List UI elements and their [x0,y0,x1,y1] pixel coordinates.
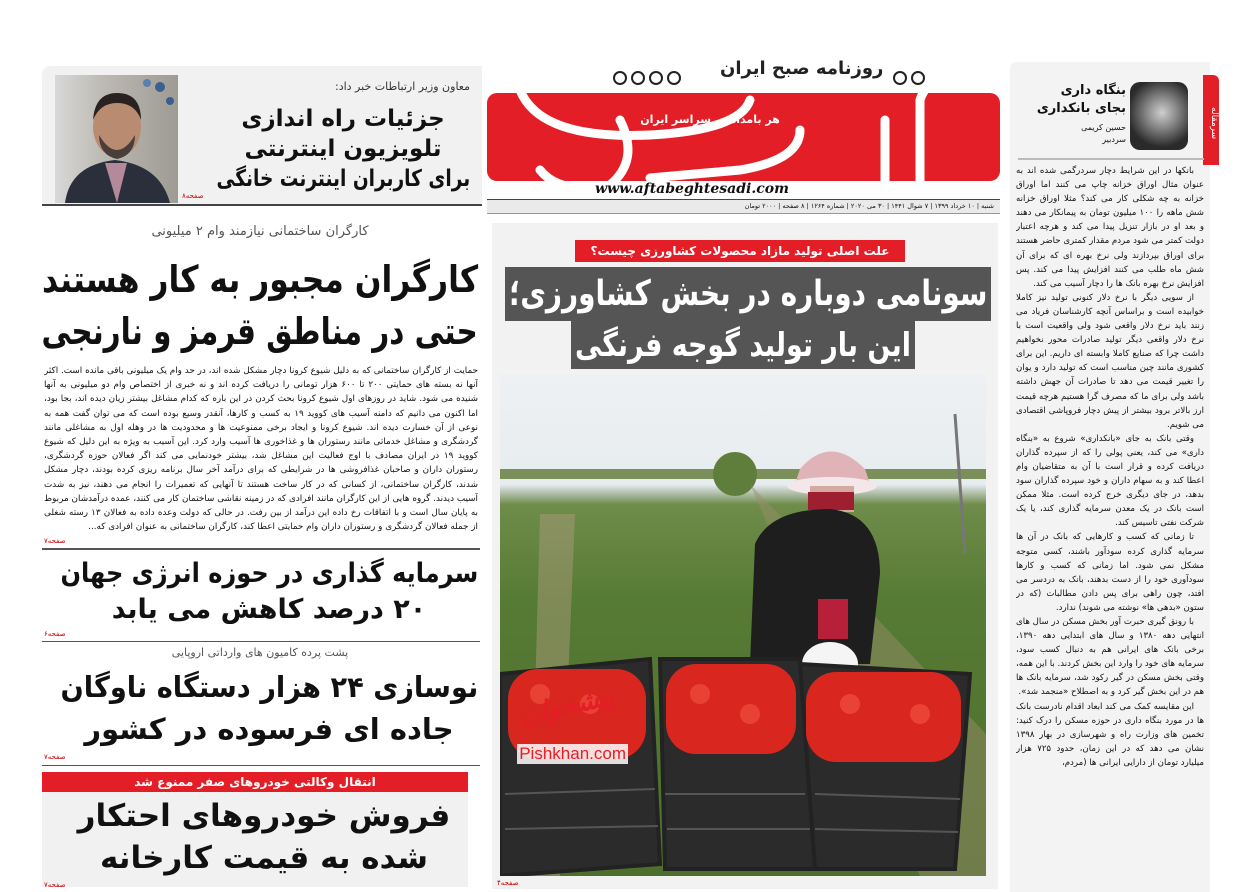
photo-illustration [500,374,986,876]
headline-line: جزئیات راه اندازی [241,106,445,132]
page-reference[interactable]: صفحه۶ [44,630,66,638]
story4-kicker: پشت پرده کامیون های وارداتی اروپایی [171,646,349,659]
divider [42,641,480,642]
masthead-subtitle: روزنامه صبح ایران [720,58,884,79]
story2-kicker: کارگران ساختمانی نیازمند وام ۲ میلیونی [151,224,369,239]
date-line-bar [487,199,1000,214]
author-photo [1130,82,1188,150]
story2-kicker-row [42,224,478,240]
story5-kicker-bar [42,772,468,792]
portrait-illustration [55,75,178,203]
editorial-title-line: بنگاه داری [1060,83,1126,98]
main-photo-tomato-harvest [500,374,986,876]
page-reference[interactable]: صفحه۷ [44,753,66,761]
pishkhan-watermark [508,681,628,785]
page-reference[interactable]: صفحه۷ [44,537,66,545]
editorial-body [1016,164,1204,890]
watermark-script: پیشخوان [518,681,618,731]
story5-kicker: انتقال وکالتی خودروهای صفر ممنوع شد [134,775,376,789]
main-headline-line2-box[interactable] [571,321,915,369]
divider [42,548,480,550]
top-story-kicker-row [190,80,470,94]
headline-line: حتی در مناطق قرمز و نارنجی [41,310,479,353]
page-reference[interactable]: صفحه۸ [182,192,204,200]
editorial-author [1018,122,1126,146]
headline-line: تلویزیون اینترنتی [244,136,442,162]
headline-line: سرمایه گذاری در حوزه انرژی جهان [60,558,478,589]
editorial-title[interactable] [1018,82,1126,118]
story4-headline[interactable] [60,666,478,750]
main-kicker-bar [575,240,905,262]
headline-line: کارگران مجبور به کار هستند [41,258,479,301]
author-name: حسین کریمی [1081,123,1126,132]
headline-line: نوسازی ۲۴ هزار دستگاه ناوگان [60,670,478,704]
official-photo [55,75,178,203]
main-headline-line1-box[interactable] [505,267,991,321]
editorial-title-line: بجای بانکداری [1036,101,1126,116]
author-role: سردبیر [1102,135,1126,144]
main-headline-line1[interactable]: سونامی دوباره در بخش کشاورزی؛ [508,274,988,314]
divider [42,765,480,766]
paragraph: با رونق گیری حبرت آور بخش مسکن در سال های انتهایی دهه ۱۳۸۰ و سال های ابتدایی دهه ۱۳۹۰، برخی بانک های ایرانی هم به دنبال کسب سود، سرمایه های خود را وارد این بخش کردند. با این همه، وقتی بخش مسکن در گیر رکود شد، سرمایه بانک ها هم در این بخش گیر کرد و به اصطلاح «منجمد شد». [1016,617,1204,698]
editorial-tab: سرمقاله [1203,75,1219,165]
story5-headline[interactable] [60,795,468,879]
headline-line: جاده ای فرسوده در کشور [84,712,454,746]
masthead-tagline-row [560,113,860,126]
date-line: شنبه | ۱۰ خرداد ۱۳۹۹ | ۷ شوال ۱۴۴۱ | ۳۰ می ۲۰۲۰ | شماره ۱۲۶۴ | ۸ صفحه | ۲۰۰۰ تومان [744,202,994,210]
page-reference[interactable]: صفحه۴ [497,879,519,887]
headline-line: ۲۰ درصد کاهش می یابد [111,594,427,625]
story4-kicker-row [42,646,478,660]
top-story-headline[interactable] [216,104,470,194]
paragraph: وقتی بانک به جای «بانکداری» شروع به «بنگاه داری» می کند، یعنی پولی را که از سپرده گذاران دریافت کرده و قرار است با آن به متقاضیان وام اعطا کند و به سهام داران و خود سپرده گذاران سود بدهد، در جای دیگری خرج کرده است. مثلا ممکن است بانک در یک معدن سرمایه گذاری کند، یا یک شرکت نفتی تاسیس کند. [1016,433,1204,529]
masthead-tagline: هر بامداد در سراسر ایران [640,113,780,126]
watermark-url: Pishkhan.com [519,744,626,763]
story2-headline[interactable] [42,254,478,358]
headline-line: برای کاربران اینترنت خانگی [216,166,470,192]
story3-headline[interactable] [60,556,478,628]
paragraph: این مقایسه کمک می کند ابعاد اقدام نادرست بانک ها در مورد بنگاه داری در حوزه مسکن را درک کنید: تخمین های وزارت راه و شهرسازی در بهار ۱۳۹۸ نشان می دهد که در این زمان، حدود ۷۲۵ هزار میلیارد تومان از دارایی ایرانی ها (مردم، [1016,701,1204,768]
main-headline-line2[interactable]: این بار تولید گوجه فرنگی [575,325,911,364]
top-story-kicker: معاون وزیر ارتباطات خبر داد: [335,80,470,93]
paragraph: تا زمانی که کسب و کارهایی که بانک در آن ها سرمایه گذاری کرده سودآور باشند، کسی متوجه مشکل نمی شود. اما زمانی که کسب و کارها سودآوری خود را از دست بدهند، بانک به دردسر می افتد، چون راهی برای پس دادن مطالبات (که در ستون «بدهی ها» نوشته می شوند) ندارد. [1016,532,1204,613]
divider [1018,158,1204,160]
headline-line: شده به قیمت کارخانه [100,840,428,876]
main-kicker: علت اصلی تولید مازاد محصولات کشاورزی چیست؟ [590,244,890,258]
paragraph: بانکها در این شرایط دچار سردرگمی شده اند به عنوان مثال اوراق خزانه چاپ می کنند اما اوراق خزانه به چه شکلی کار می کند؟ مثلا اوراق خزانه شش ماهه را ۱۰۰ میلیون تومان به پیمانکار می دهند و بعد او در بازار تنزیل پیدا می کند و هرچه اعتبار دولت کمتر می شود مردم مقدار کمتری حاضر هستند برای اوراق بپردازند ولی نرخ بهره ای که برای آن شش ماه طلب می کنند افزایش پیدا می کند. پس افزایش نرخ بهره بانک ها را دچار آسیب می کند. [1016,166,1204,289]
page-reference[interactable]: صفحه۷ [44,881,66,889]
newspaper-logo [500,60,990,200]
paragraph: از سویی دیگر با نرخ دلار کنونی تولید نیز کاملا خوابیده است و براساس آنچه کارشناسان فریاد می زنند باید نرخ دلار واقعی شود ولی واقعیت است با نرخ دلار واقعی دیگر تولید صادرات محور نخواهیم داشت چرا که صنایع کاملا وابسته ای داریم. این برای کشوری مانند چین مناسب است که تولید دارد و یوان را تغییر قیمت می دهد تا صادرات آن جهش داشته باشد ولی برای ما که مصرف گرا هستیم هرچه قیمت ارز بالاتر برود بیشتر از پیش دچار فروپاشی اقتصادی می شویم. [1016,292,1204,430]
masthead-url[interactable]: www.aftabeghtesadi.com [595,181,789,197]
story2-body: حمایت از کارگران ساختمانی که به دلیل شیوع کرونا دچار مشکل شده اند، در حد وام یک میلیونی باقی مانده است. اکثر آنها نه بسته های حمایتی ۲۰۰ تا ۶۰۰ هزار تومانی را دریافت کرده اند و نه خبری از اختصاص وام دو میلیونی به آنها شنیده می شود. شاید در روزهای اول شیوع کرونا بحث کردن در این باره که کدام مشاغل بیشتر زیان دیده اند، بجا بود، اما اکنون می دانیم که دامنه آسیب های کووید ۱۹ به کسب و کارها، آنقدر وسیع بوده است که می توان گفت همه به نوعی از آن خسارت دیده اند. شیوع کرونا و ایجاد برخی ممنوعیت ها و محدودیت ها در وهله اول به مشاغلی مانند گردشگری و مشاغل خدماتی مانند رستوران ها و غذاخوری ها آسیب وارد کرد. این آسیب به ویژه به این دلیل که شیوع کووید ۱۹ در ایران مصادف با اوج فعالیت این مشاغل شد، بیشتر خودنمایی می کند اگر فعالان حوزه گردشگری، رستوران داران و صاحبان غذافروشی ها در شرایطی که برای درآمد آخر سال برنامه ریزی کرده بودند، دچار مشکل شدند، کارگران ساختمانی، از کسانی که در کار ساخت هستند تا آنهایی که تعمیرات را انجام می دهند، نیز به شدت آسیب دیدند. گروه هایی از این کارگران مانند افرادی که در زمینه نقاشی ساختمان کار می کنند، عمده درآمدشان مربوط به پایان سال است و با اتفاقات رخ داده این درآمد از بین رفت. در حالی که دولت وعده داده به فعالان ۱۳ رسته شغلی از جمله فعالان گردشگری و رستوران داران وام حمایتی اعطا کند، کارگران ساختمانی به عنوان افرادی که... [44,366,478,533]
headline-line: فروش خودروهای احتکار [77,798,451,834]
